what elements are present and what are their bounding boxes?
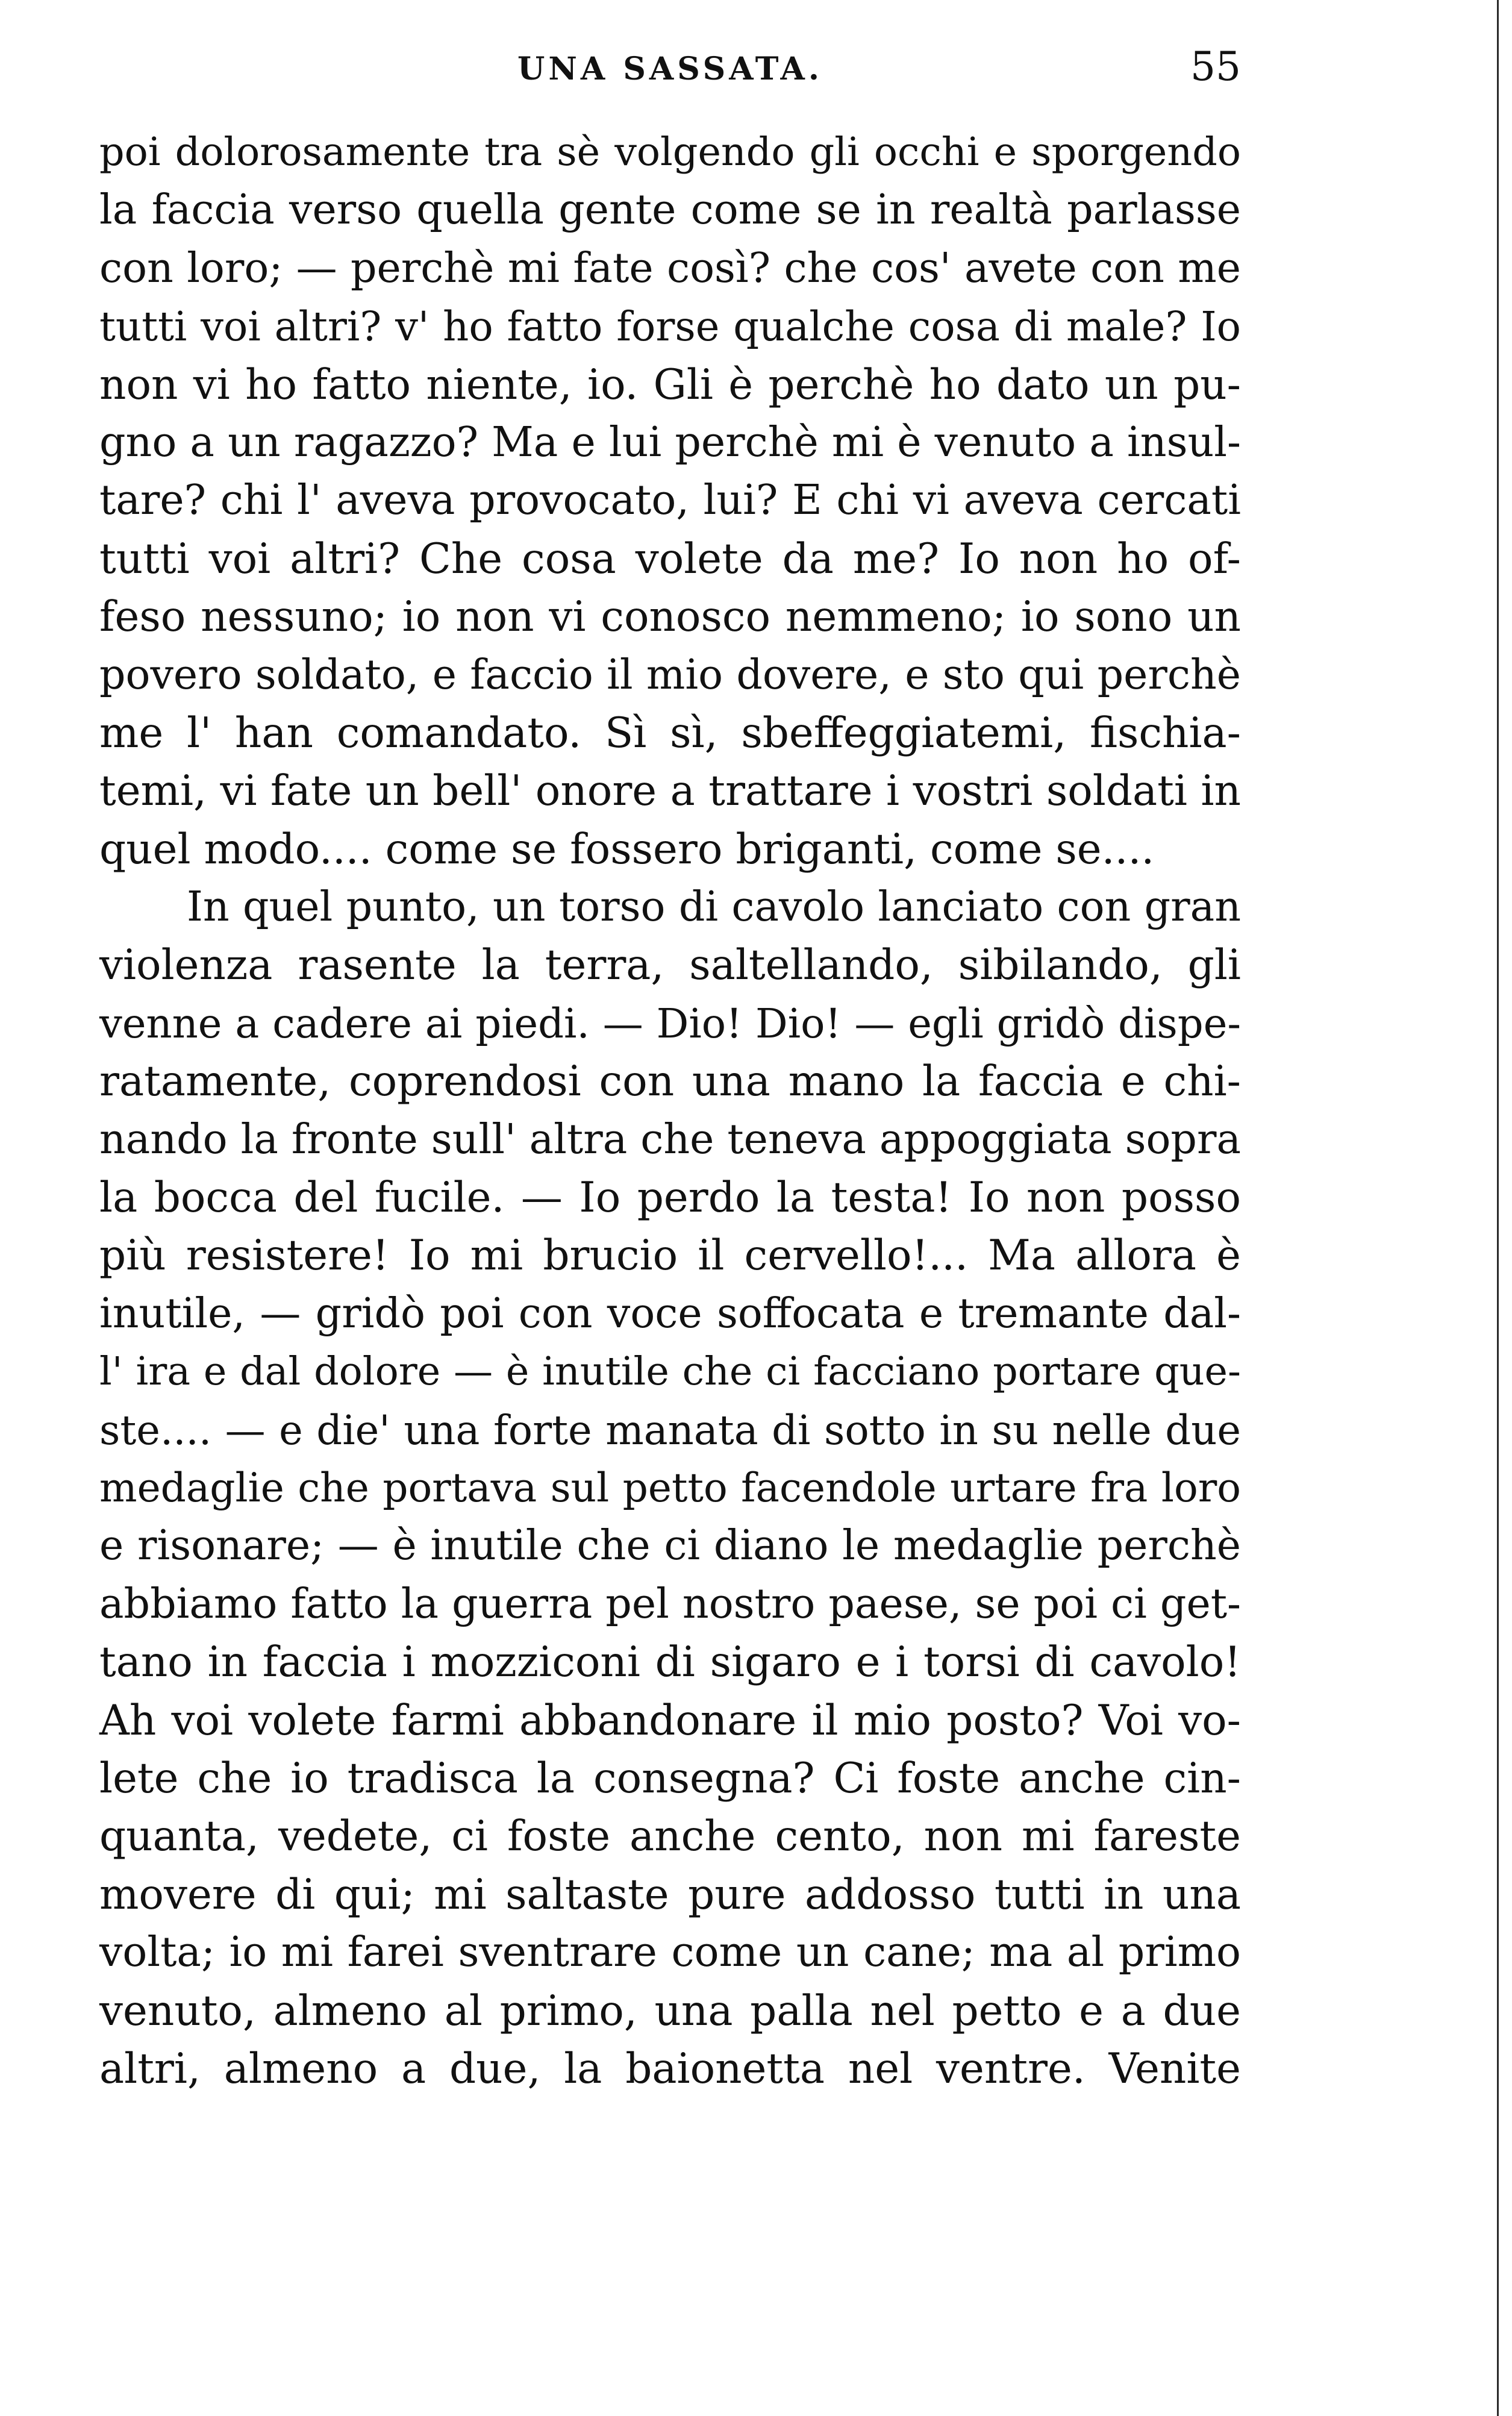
text-line: la faccia verso quella gente come se in realtà parlasse: [99, 186, 1241, 234]
paragraph-end-line: quel modo.... come se fossero briganti, come se....: [99, 825, 1155, 874]
text-line: tutti voi altri? Che cosa volete da me? Io non ho of-: [99, 534, 1241, 583]
text-line: movere di qui; mi saltaste pure addosso tutti in una: [99, 1870, 1241, 1919]
text-line: venne a cadere ai piedi. — Dio! Dio! — egli gridò dispe-: [99, 1000, 1241, 1047]
text-line: gno a un ragazzo? Ma e lui perchè mi è venuto a insul-: [99, 418, 1241, 466]
paragraph-start-line: In quel punto, un torso di cavolo lanciato con gran: [187, 883, 1241, 931]
text-line: feso nessuno; io non vi conosco nemmeno; io sono un: [99, 593, 1241, 642]
page-header: [99, 40, 1241, 106]
text-line: tare? chi l' aveva provocato, lui? E chi vi aveva cercati: [99, 477, 1241, 525]
text-line: non vi ho fatto niente, io. Gli è perchè ho dato un pu-: [99, 360, 1241, 409]
page-number: 55: [1190, 43, 1241, 90]
running-head: UNA SASSATA.: [517, 51, 823, 87]
text-line: inutile, — gridò poi con voce soffocata e tremante dal-: [99, 1289, 1241, 1338]
text-line: Ah voi volete farmi abbandonare il mio posto? Voi vo-: [99, 1696, 1241, 1745]
text-line: povero soldato, e faccio il mio dovere, e sto qui perchè: [99, 651, 1241, 699]
text-line: ste.... — e die' una forte manata di sotto in su nelle due: [99, 1406, 1241, 1454]
text-line: venuto, almeno al primo, una palla nel petto e a due: [99, 1986, 1241, 2035]
text-line: ratamente, coprendosi con una mano la faccia e chi-: [99, 1057, 1241, 1106]
body-text: [99, 124, 1241, 2098]
text-line: me l' han comandato. Sì sì, sbeffeggiatemi, fischia-: [99, 709, 1241, 757]
text-line: più resistere! Io mi brucio il cervello!... Ma allora è: [99, 1231, 1241, 1280]
text-line: con loro; — perchè mi fate così? che cos' avete con me: [99, 244, 1241, 292]
text-line: nando la fronte sull' altra che teneva appoggiata sopra: [99, 1115, 1241, 1163]
page-edge: [1497, 0, 1499, 2416]
text-line: temi, vi fate un bell' onore a trattare i vostri soldati in: [99, 767, 1241, 816]
text-line: e risonare; — è inutile che ci diano le medaglie perchè: [99, 1522, 1241, 1570]
text-line: tutti voi altri? v' ho fatto forse qualche cosa di male? Io: [99, 303, 1241, 351]
text-line: la bocca del fucile. — Io perdo la testa! Io non posso: [99, 1174, 1241, 1222]
text-line: altri, almeno a due, la baionetta nel ventre. Venite: [99, 2044, 1241, 2093]
text-line: medaglie che portava sul petto facendole urtare fra loro: [99, 1464, 1241, 1511]
text-line: violenza rasente la terra, saltellando, sibilando, gli: [99, 941, 1241, 990]
text-line: quanta, vedete, ci foste anche cento, non mi fareste: [99, 1812, 1241, 1861]
text-line: poi dolorosamente tra sè volgendo gli occhi e sporgendo: [99, 130, 1241, 175]
text-line: volta; io mi farei sventrare come un cane; ma al primo: [99, 1929, 1241, 1977]
text-line: tano in faccia i mozziconi di sigaro e i torsi di cavolo!: [99, 1638, 1241, 1687]
text-line: abbiamo fatto la guerra pel nostro paese, se poi ci get-: [99, 1580, 1241, 1628]
text-line: lete che io tradisca la consegna? Ci foste anche cin-: [99, 1754, 1241, 1803]
text-line: l' ira e dal dolore — è inutile che ci facciano portare que-: [99, 1349, 1241, 1395]
